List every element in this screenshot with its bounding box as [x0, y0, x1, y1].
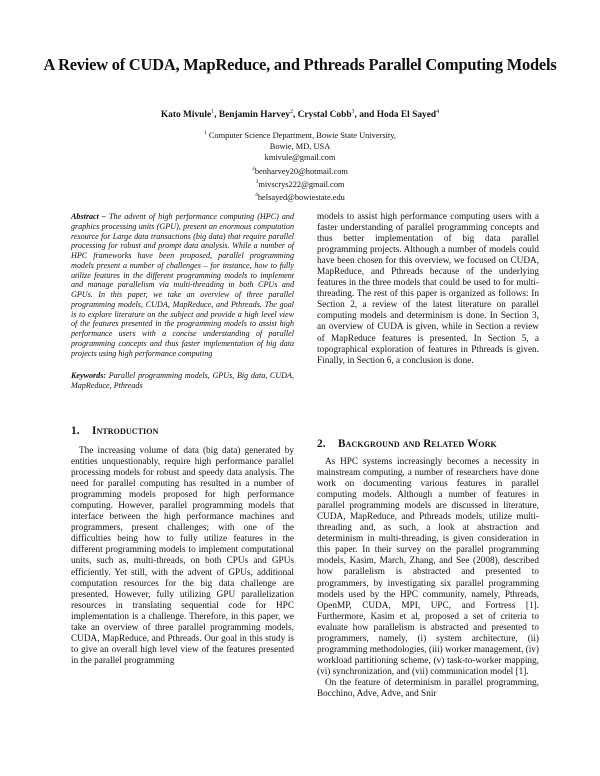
section-heading-introduction: 1. Introduction	[71, 425, 159, 437]
keywords	[71, 371, 294, 391]
author-list	[40, 109, 560, 120]
affiliation-block	[40, 128, 560, 203]
affiliation-line: Bowie, MD, USA	[269, 142, 331, 152]
abstract-label: Abstract –	[71, 212, 106, 221]
email: $^3$mivscrys222@gmail.com	[255, 178, 345, 189]
introduction-body	[71, 446, 294, 667]
author: Crystal Cobb$^3$, and	[297, 109, 377, 121]
author: Kato Mivule$^1$,	[160, 109, 219, 121]
paragraph: models to assist high performance computing users with a faster understanding of parallel programming concepts and thus better implementation of big data parallel programming projects. Although a number of models could have been chosen for this overview, we focused on CUDA, MapReduce, and Pthreads because of the underlying features in the three models that could be used to for multi-threading. The rest of this paper is organized as follows: In Section 2, a review of the latest literature on parallel computing models and determinism is done. In Section 3, an overview of CUDA is given, while in Section a review of MapReduce features is presented. In Section 5, a topographical exploration of features in Pthreads is given. Finally, in Section 6, a conclusion is done.	[317, 212, 539, 366]
author: Hoda El Sayed$^4$	[376, 109, 440, 121]
intro-continued	[317, 212, 539, 367]
affiliation-line: $^1$ Computer Science Department, Bowie State University,	[204, 130, 396, 140]
keywords-text: Parallel programming models, GPUs, Big data, CUDA, MapReduce, Pthreads	[71, 371, 294, 390]
keywords-label: Keywords:	[71, 371, 107, 380]
paragraph: The increasing volume of data (big data) generated by entities unquestionably, require high performance parallel processing models for robust and speedy data analysis. The need for parallel computing has resulted in a number of programming models proposed for high performance computing. However, parallel programming models that interface between the high performance machines and programmers, present challenges; with one of the difficulties being how to fully utilize features in the different programming models to implement computational units, such as, multi-threads, on both CPUs and GPUs efficiently. Yet still, with the advent of GPUs, additional computation resources for the big data challenge are presented. However, fully utilizing GPU parallelization resources in translating sequential code for HPC implementation is a challenge. Therefore, in this paper, we take an overview of three parallel programming models, CUDA, MapReduce, and Pthreads. Our goal in this study is to give an overall high level view of the features presented in the parallel programming	[71, 446, 294, 666]
email: kmivule@gmail.com	[264, 153, 336, 163]
abstract-text: The advent of high performance computing (HPC) and graphics processing units (GPU), present an enormous computation resource for Large data transactions (big data) that require parallel processing for robust and prompt data analysis. While a number of HPC frameworks have been proposed, parallel programming models present a number of challenges – for instance, how to fully utilize features in the different programming models to implement and manage parallelism via multi-threading in both CPUs and GPUs. In this paper, we take an overview of three parallel programming models, CUDA, MapReduce, and Pthreads. The goal is to explore literature on the subject and provide a high level view of the features presented in the programming models to assist high performance users with a concise understanding of parallel programming concepts and thus faster implementation of big data projects using high performance computing	[71, 212, 294, 358]
author: Benjamin Harvey$^2$,	[218, 109, 298, 121]
abstract	[71, 212, 294, 358]
paragraph: On the feature of determinism in parallel programming, Bocchino, Adve, Adve, and Snir	[317, 677, 539, 699]
section-heading-background: 2. Background and Related Work	[317, 438, 497, 450]
background-body	[317, 457, 539, 700]
paper-title: A Review of CUDA, MapReduce, and Pthreads Parallel Computing Models	[43, 55, 557, 74]
email: $^2$benharvey20@hotmail.com	[252, 165, 348, 176]
paragraph: As HPC systems increasingly becomes a necessity in mainstream computing, a number of researchers have done work on documenting various features in parallel computing models. Although a number of features in parallel programming models are discussed in literature, CUDA, MapReduce, and Pthreads models, utilize multi-threading and, as such, a look at abstraction and determinism in multi-threading, is given consideration in this paper. In their survey on the parallel programming models, Kasim, March, Zhang, and See (2008), described how parallelism is abstracted and presented to programmers, by investigating six parallel programming models used by the HPC community, namely, Pthreads, OpenMP, CUDA, MPI, UPC, and Fortress [1]. Furthermore, Kasim et al, proposed a set of criteria to evaluate how parallelism is abstracted and presented to programmers, namely, (i) system architecture, (ii) programming methodologies, (iii) worker management, (iv) workload partitioning scheme, (v) task-to-worker mapping, (vi) synchronization, and (vii) communication model [1].	[317, 457, 539, 677]
email: $^4$helsayed@bowiestate.edu	[255, 191, 345, 202]
